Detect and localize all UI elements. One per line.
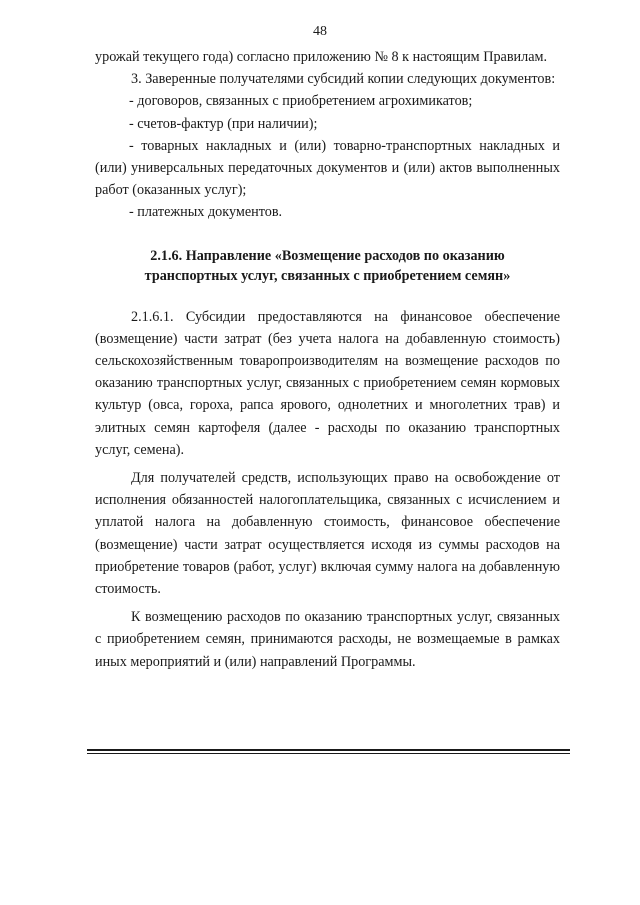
- paragraph-item-3: 3. Заверенные получателями субсидий копии следующих документов:: [131, 71, 556, 88]
- section-heading-line-2: транспортных услуг, связанных с приобретением семян»: [144, 267, 511, 284]
- paragraph-continuation: урожай текущего года) согласно приложению № 8 к настоящим Правилам.: [95, 49, 548, 65]
- list-item: - платежных документов.: [129, 204, 283, 221]
- footer-rule-thin: [87, 753, 570, 754]
- paragraph-vat-exemption: Для получателей средств, использующих право на освобождение от исполнения обязанностей налогоплательщика, связанных с исчислением и уплатой налога на добавленную стоимость, финансовое обеспечение (возмещение) части затрат осуществляется исходя из суммы расходов на приобретение товаров (работ, услуг) включая сумму налога на добавленную стоимость.: [95, 470, 560, 598]
- footer-rule-thick: [87, 749, 570, 751]
- list-item: - товарных накладных и (или) товарно-транспортных накладных и (или) универсальных передаточных документов и (или) актов выполненных работ (оказанных услуг);: [95, 137, 560, 199]
- page-number: 48: [313, 24, 327, 39]
- document-body: [95, 46, 560, 673]
- list-item: - счетов-фактур (при наличии);: [129, 115, 318, 132]
- section-heading-line-1: 2.1.6. Направление «Возмещение расходов по оказанию: [150, 247, 505, 264]
- paragraph-2-1-6-1: 2.1.6.1. Субсидии предоставляются на финансовое обеспечение (возмещение) части затрат (без учета налога на добавленную стоимость) сельскохозяйственным товаропроизводителям на возмещение расходов по оказанию транспортных услуг, связанных с приобретением семян кормовых культур (овса, гороха, рапса ярового, однолетних и многолетних трав) и элитных семян картофеля (далее - расходы по оказанию транспортных услуг, семена).: [95, 308, 560, 458]
- paragraph-reimbursement: К возмещению расходов по оказанию транспортных услуг, связанных с приобретением семян, принимаются расходы, не возмещаемые в рамках иных мероприятий и (или) направлений Программы.: [95, 609, 560, 670]
- section-heading: [95, 246, 560, 286]
- list-item: - договоров, связанных с приобретением агрохимикатов;: [129, 93, 473, 110]
